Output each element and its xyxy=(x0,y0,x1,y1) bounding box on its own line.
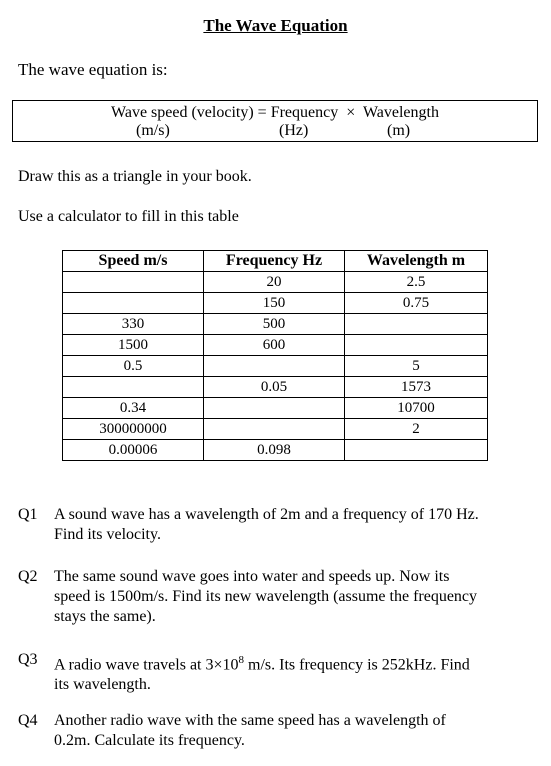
question-line: its wavelength. xyxy=(54,676,151,694)
question-number: Q3 xyxy=(18,651,38,668)
cell-frequency[interactable]: 150 xyxy=(204,293,345,314)
table-row xyxy=(63,356,488,377)
table-row xyxy=(63,398,488,419)
question-text xyxy=(54,505,551,545)
cell-speed[interactable]: 0.34 xyxy=(63,398,204,419)
instruction-triangle: Draw this as a triangle in your book. xyxy=(18,168,252,185)
unit-speed: (m/s) xyxy=(136,122,170,139)
question-number: Q2 xyxy=(18,568,38,585)
cell-frequency[interactable]: 20 xyxy=(204,272,345,293)
table-row xyxy=(63,440,488,461)
unit-wavelength: (m) xyxy=(387,122,411,139)
cell-frequency[interactable] xyxy=(204,419,345,440)
cell-speed[interactable] xyxy=(63,377,204,398)
cell-frequency[interactable]: 0.098 xyxy=(204,440,345,461)
table-header-row xyxy=(63,251,488,272)
table-row xyxy=(63,335,488,356)
cell-wavelength[interactable]: 10700 xyxy=(345,398,488,419)
question-text xyxy=(54,567,551,627)
question-line: Find its velocity. xyxy=(54,526,161,543)
question-number: Q4 xyxy=(18,712,38,729)
cell-speed[interactable]: 0.5 xyxy=(63,356,204,377)
unit-frequency: (Hz) xyxy=(279,122,309,139)
question-line: Another radio wave with the same speed has a wavelength of xyxy=(54,712,446,729)
cell-speed[interactable]: 330 xyxy=(63,314,204,335)
cell-wavelength[interactable]: 2.5 xyxy=(345,272,488,293)
equation-box xyxy=(12,100,538,142)
question-line xyxy=(54,650,551,675)
wave-table xyxy=(62,250,488,461)
equation-text: Wave speed (velocity) = Frequency × Wavelength xyxy=(111,104,439,121)
header-wavelength: Wavelength m xyxy=(345,251,488,272)
table-row xyxy=(63,314,488,335)
table-row xyxy=(63,293,488,314)
question-line: The same sound wave goes into water and speeds up. Now its xyxy=(54,568,450,585)
question-line: stays the same). xyxy=(54,608,156,625)
cell-frequency[interactable]: 0.05 xyxy=(204,377,345,398)
question-line-part: A radio wave travels at 3×10 xyxy=(54,656,239,674)
question-number: Q1 xyxy=(18,506,38,523)
cell-speed[interactable] xyxy=(63,293,204,314)
cell-speed[interactable] xyxy=(63,272,204,293)
exponent: 8 xyxy=(238,654,245,666)
table-row xyxy=(63,272,488,293)
question-line-part: m/s. Its frequency is 252kHz. Find xyxy=(244,656,470,674)
question-line: speed is 1500m/s. Find its new wavelength (assume the frequency xyxy=(54,588,478,605)
table-row xyxy=(63,377,488,398)
cell-wavelength[interactable]: 0.75 xyxy=(345,293,488,314)
intro-text: The wave equation is: xyxy=(18,60,168,79)
question-text xyxy=(54,711,551,751)
table-row xyxy=(63,419,488,440)
cell-frequency[interactable]: 600 xyxy=(204,335,345,356)
header-frequency: Frequency Hz xyxy=(204,251,345,272)
cell-wavelength[interactable] xyxy=(345,335,488,356)
cell-wavelength[interactable]: 1573 xyxy=(345,377,488,398)
cell-wavelength[interactable] xyxy=(345,440,488,461)
cell-speed[interactable]: 0.00006 xyxy=(63,440,204,461)
page-title: The Wave Equation xyxy=(203,16,348,35)
cell-speed[interactable]: 300000000 xyxy=(63,419,204,440)
instruction-calculator: Use a calculator to fill in this table xyxy=(18,208,239,225)
cell-speed[interactable]: 1500 xyxy=(63,335,204,356)
question-text xyxy=(54,650,551,695)
question-line: A sound wave has a wavelength of 2m and a frequency of 170 Hz. xyxy=(54,506,479,523)
cell-wavelength[interactable]: 5 xyxy=(345,356,488,377)
cell-frequency[interactable]: 500 xyxy=(204,314,345,335)
cell-frequency[interactable] xyxy=(204,398,345,419)
cell-frequency[interactable] xyxy=(204,356,345,377)
cell-wavelength[interactable]: 2 xyxy=(345,419,488,440)
header-speed: Speed m/s xyxy=(63,251,204,272)
cell-wavelength[interactable] xyxy=(345,314,488,335)
question-line: 0.2m. Calculate its frequency. xyxy=(54,732,245,749)
